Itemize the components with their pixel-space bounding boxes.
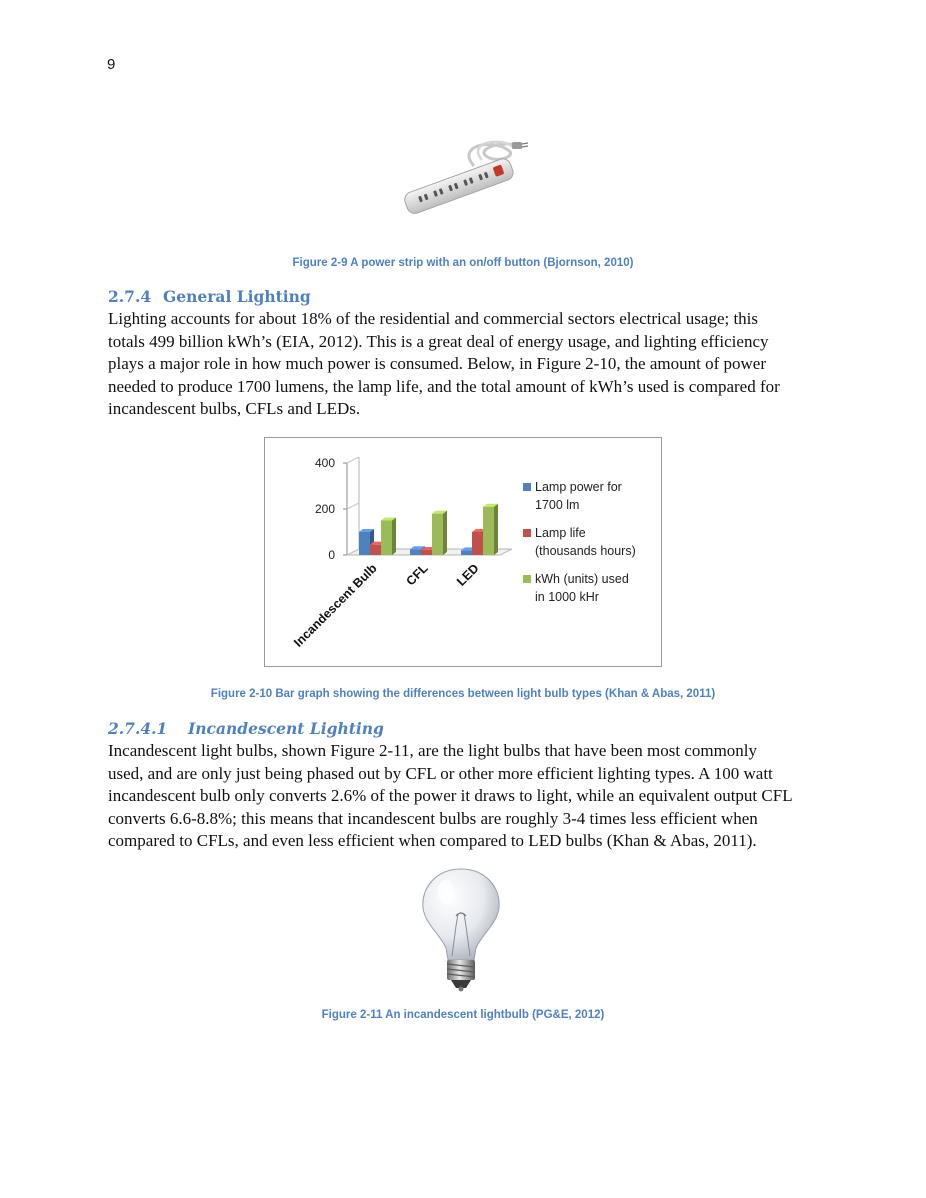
legend-label: in 1000 kHr: [535, 590, 599, 604]
bar: [432, 514, 443, 555]
paragraph-line: incandescent bulbs, CFLs and LEDs.: [108, 399, 361, 419]
y-tick-label: 0: [328, 548, 335, 562]
y-tick-label: 200: [314, 502, 335, 516]
section-number: 2.7.4: [108, 287, 152, 306]
paragraph-line: incandescent bulb only converts 2.6% of the power it draws to light, while an equivalent output CFL: [108, 786, 793, 806]
bar: [370, 545, 381, 555]
bar-side: [392, 518, 396, 556]
section-heading-2-7-4-1: [108, 719, 384, 738]
section-heading-2-7-4: [108, 287, 311, 306]
x-category-label: LED: [454, 561, 482, 589]
paragraph-line: plays a major role in how much power is consumed. Below, in Figure 2-10, the amount of power: [108, 354, 766, 374]
bar: [381, 521, 392, 556]
bar: [461, 550, 472, 555]
paragraph-line: compared to CFLs, and even less efficient when compared to LED bulbs (Khan & Abas, 2011).: [108, 831, 757, 851]
x-category-label: CFL: [403, 561, 431, 589]
general-lighting-paragraph: [108, 308, 828, 421]
section-title: Incandescent Lighting: [188, 719, 384, 738]
paragraph-line: needed to produce 1700 lumens, the lamp life, and the total amount of kWh’s used is compared for: [108, 376, 780, 396]
bar: [421, 550, 432, 555]
legend-swatch: [523, 575, 531, 583]
figure-2-10-caption: Figure 2-10 Bar graph showing the differences between light bulb types (Khan & Abas, 2011): [210, 688, 716, 700]
section-title: General Lighting: [163, 287, 311, 306]
power-strip-image: [396, 136, 530, 214]
figure-2-11-caption: Figure 2-11 An incandescent lightbulb (PG&E, 2012): [321, 1009, 605, 1021]
figure-2-9-caption: Figure 2-9 A power strip with an on/off button (Bjornson, 2010): [292, 257, 634, 269]
paragraph-line: totals 499 billion kWh’s (EIA, 2012). This is a great deal of energy usage, and lighting efficiency: [108, 331, 769, 351]
legend-swatch: [523, 483, 531, 491]
x-category-label: Incandescent Bulb: [291, 561, 380, 650]
y-grid-stub: [347, 503, 359, 509]
legend-swatch: [523, 529, 531, 537]
paragraph-line: converts 6.6-8.8%; this means that incandescent bulbs are roughly 3-4 times less efficient when: [108, 808, 758, 828]
y-grid-stub: [347, 457, 359, 463]
bar-side: [443, 511, 447, 555]
bar-chart-frame: [264, 437, 662, 667]
legend-label: Lamp power for: [535, 480, 622, 494]
bar-side: [494, 504, 498, 555]
bar: [472, 532, 483, 555]
lightbulb-image: [418, 866, 504, 992]
legend-label: kWh (units) used: [535, 572, 629, 586]
bar-chart: [265, 438, 661, 666]
bar: [483, 507, 494, 555]
paragraph-line: used, and are only just being phased out by CFL or other more efficient lighting types. A 100 watt: [108, 763, 773, 783]
section-number: 2.7.4.1: [108, 719, 168, 738]
legend-label: 1700 lm: [535, 498, 580, 512]
legend-label: Lamp life: [535, 526, 586, 540]
paragraph-line: Incandescent light bulbs, shown Figure 2-11, are the light bulbs that have been most commonly: [108, 741, 758, 760]
incandescent-lighting-paragraph: [108, 740, 828, 853]
page-number: 9: [107, 56, 116, 73]
bar: [359, 532, 370, 555]
paragraph-line: Lighting accounts for about 18% of the residential and commercial sectors electrical usage; this: [108, 309, 759, 328]
legend-label: (thousands hours): [535, 544, 636, 558]
bar: [410, 549, 421, 555]
y-tick-label: 400: [314, 456, 335, 470]
